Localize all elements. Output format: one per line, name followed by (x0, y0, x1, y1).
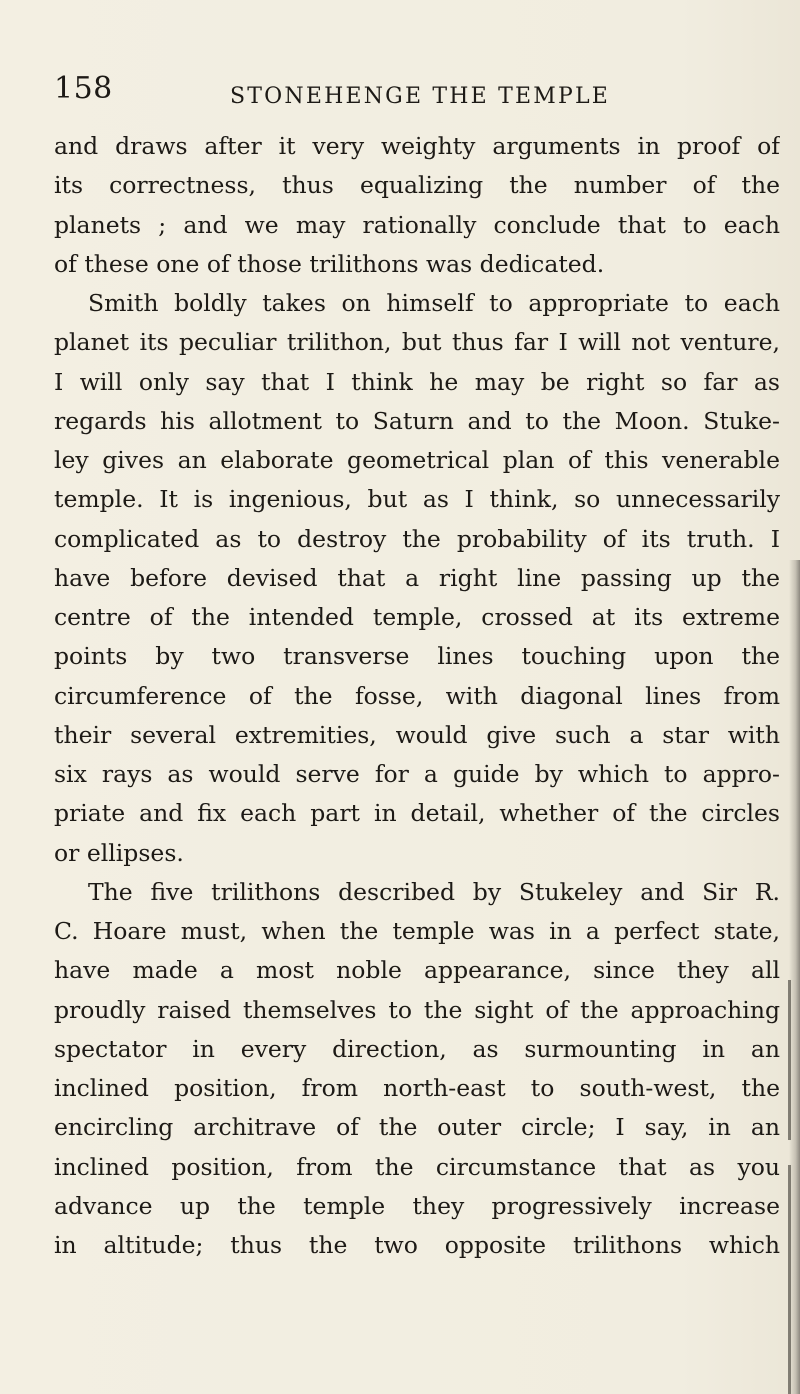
text-line: of these one of those trilithons was dedicated. (54, 249, 605, 278)
text-line: advance up the temple they progressively increase (54, 1191, 780, 1220)
text-line: inclined position, from the circumstance that as you (54, 1152, 780, 1181)
text-line: I will only say that I think he may be right so far as (54, 367, 780, 396)
text-line: planet its peculiar trilithon, but thus far I will not venture, (54, 328, 780, 357)
text-line: temple. It is ingenious, but as I think, so unnecessarily (54, 485, 780, 514)
text-line: their several extremities, would give such a star with (54, 720, 780, 749)
text-line: inclined position, from north-east to south-west, the (54, 1074, 780, 1102)
text-line: in altitude; thus the two opposite trilithons which (54, 1231, 780, 1259)
text-line: and draws after it very weighty arguments in proof of (54, 132, 780, 160)
text-line: have made a most noble appearance, since they all (54, 956, 780, 985)
text-line: its correctness, thus equalizing the number of the (54, 171, 780, 200)
text-line: Smith boldly takes on himself to appropriate to each (88, 289, 780, 317)
text-line: ley gives an elaborate geometrical plan of this venerable (54, 446, 780, 474)
text-line: proudly raised themselves to the sight of the approaching (54, 995, 780, 1024)
text-line: planets ; and we may rationally conclude that to each (54, 210, 780, 239)
text-line: points by two transverse lines touching upon the (54, 642, 780, 671)
text-line: The five trilithons described by Stukeley and Sir R. (88, 877, 780, 906)
text-line: six rays as would serve for a guide by which to appro- (54, 760, 780, 788)
text-line: or ellipses. (54, 838, 184, 867)
text-line: circumference of the fosse, with diagonal lines from (54, 681, 780, 710)
page-edge-line (788, 980, 791, 1140)
page-number: 158 (54, 71, 113, 106)
page-edge-line (788, 1165, 791, 1394)
text-line: C. Hoare must, when the temple was in a perfect state, (54, 917, 780, 945)
text-line: priate and fix each part in detail, whether of the circles (54, 799, 780, 828)
page-header (54, 71, 744, 114)
text-line: regards his allotment to Saturn and to the Moon. Stuke- (54, 406, 780, 435)
text-line: have before devised that a right line passing up the (54, 563, 780, 592)
body-text (54, 127, 780, 1265)
text-line: spectator in every direction, as surmounting in an (54, 1034, 780, 1063)
running-title: STONEHENGE THE TEMPLE (230, 84, 611, 109)
text-line: complicated as to destroy the probability of its truth. I (54, 524, 780, 553)
text-line: centre of the intended temple, crossed at its extreme (54, 603, 780, 631)
text-line: encircling architrave of the outer circle; I say, in an (54, 1113, 780, 1142)
